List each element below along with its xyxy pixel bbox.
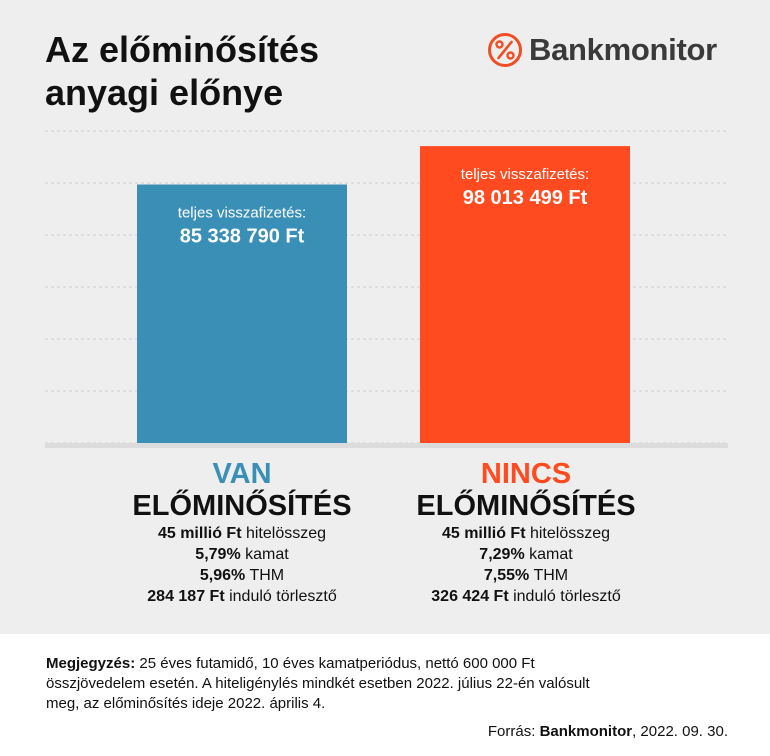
bar-van [137,184,347,443]
nincs-loan-amount: 45 millió Ft hitelösszeg [441,525,611,542]
footnote-text: 25 éves futamidő, 10 éves kamatperiódus, nettó 600 000 Ft összjövedelem esetén. A hiteligénylés mindkét esetben 2022. július 22-én valósult meg, az előminősítés ideje 2022. április 4. [46,655,590,712]
column-van [92,458,392,607]
van-interest: 5,79% kamat [195,546,289,563]
title-line-2: anyagi előnye [45,72,284,113]
source-name: Bankmonitor [539,723,633,740]
bar-value-label: 85 338 790 Ft [179,225,305,248]
column-van-head: VAN [212,458,272,490]
baseline [45,443,728,448]
van-thm: 5,96% THM [199,567,285,584]
column-nincs-subhead: ELŐMINŐSÍTÉS [416,490,636,522]
bar-caption: teljes visszafizetés: [460,166,590,184]
title-line-1: Az előminősítés [45,29,320,70]
van-installment: 284 187 Ft induló törlesztő [147,588,337,605]
nincs-installment: 326 424 Ft induló törlesztő [431,588,621,605]
bar-value-label: 98 013 499 Ft [462,187,588,210]
van-loan-amount: 45 millió Ft hitelösszeg [157,525,327,542]
source-credit: Forrás: Bankmonitor, 2022. 09. 30. [487,723,728,740]
column-nincs [376,458,676,607]
column-nincs-head: NINCS [480,458,572,490]
bar-caption: teljes visszafizetés: [177,204,307,222]
nincs-thm: 7,55% THM [483,567,569,584]
footnote [46,654,606,714]
column-van-subhead: ELŐMINŐSÍTÉS [132,490,352,522]
nincs-interest: 7,29% kamat [479,546,573,563]
source-date: , 2022. 09. 30. [632,723,728,740]
footnote-label: Megjegyzés: [46,655,136,672]
brand-name: Bankmonitor [529,32,717,67]
